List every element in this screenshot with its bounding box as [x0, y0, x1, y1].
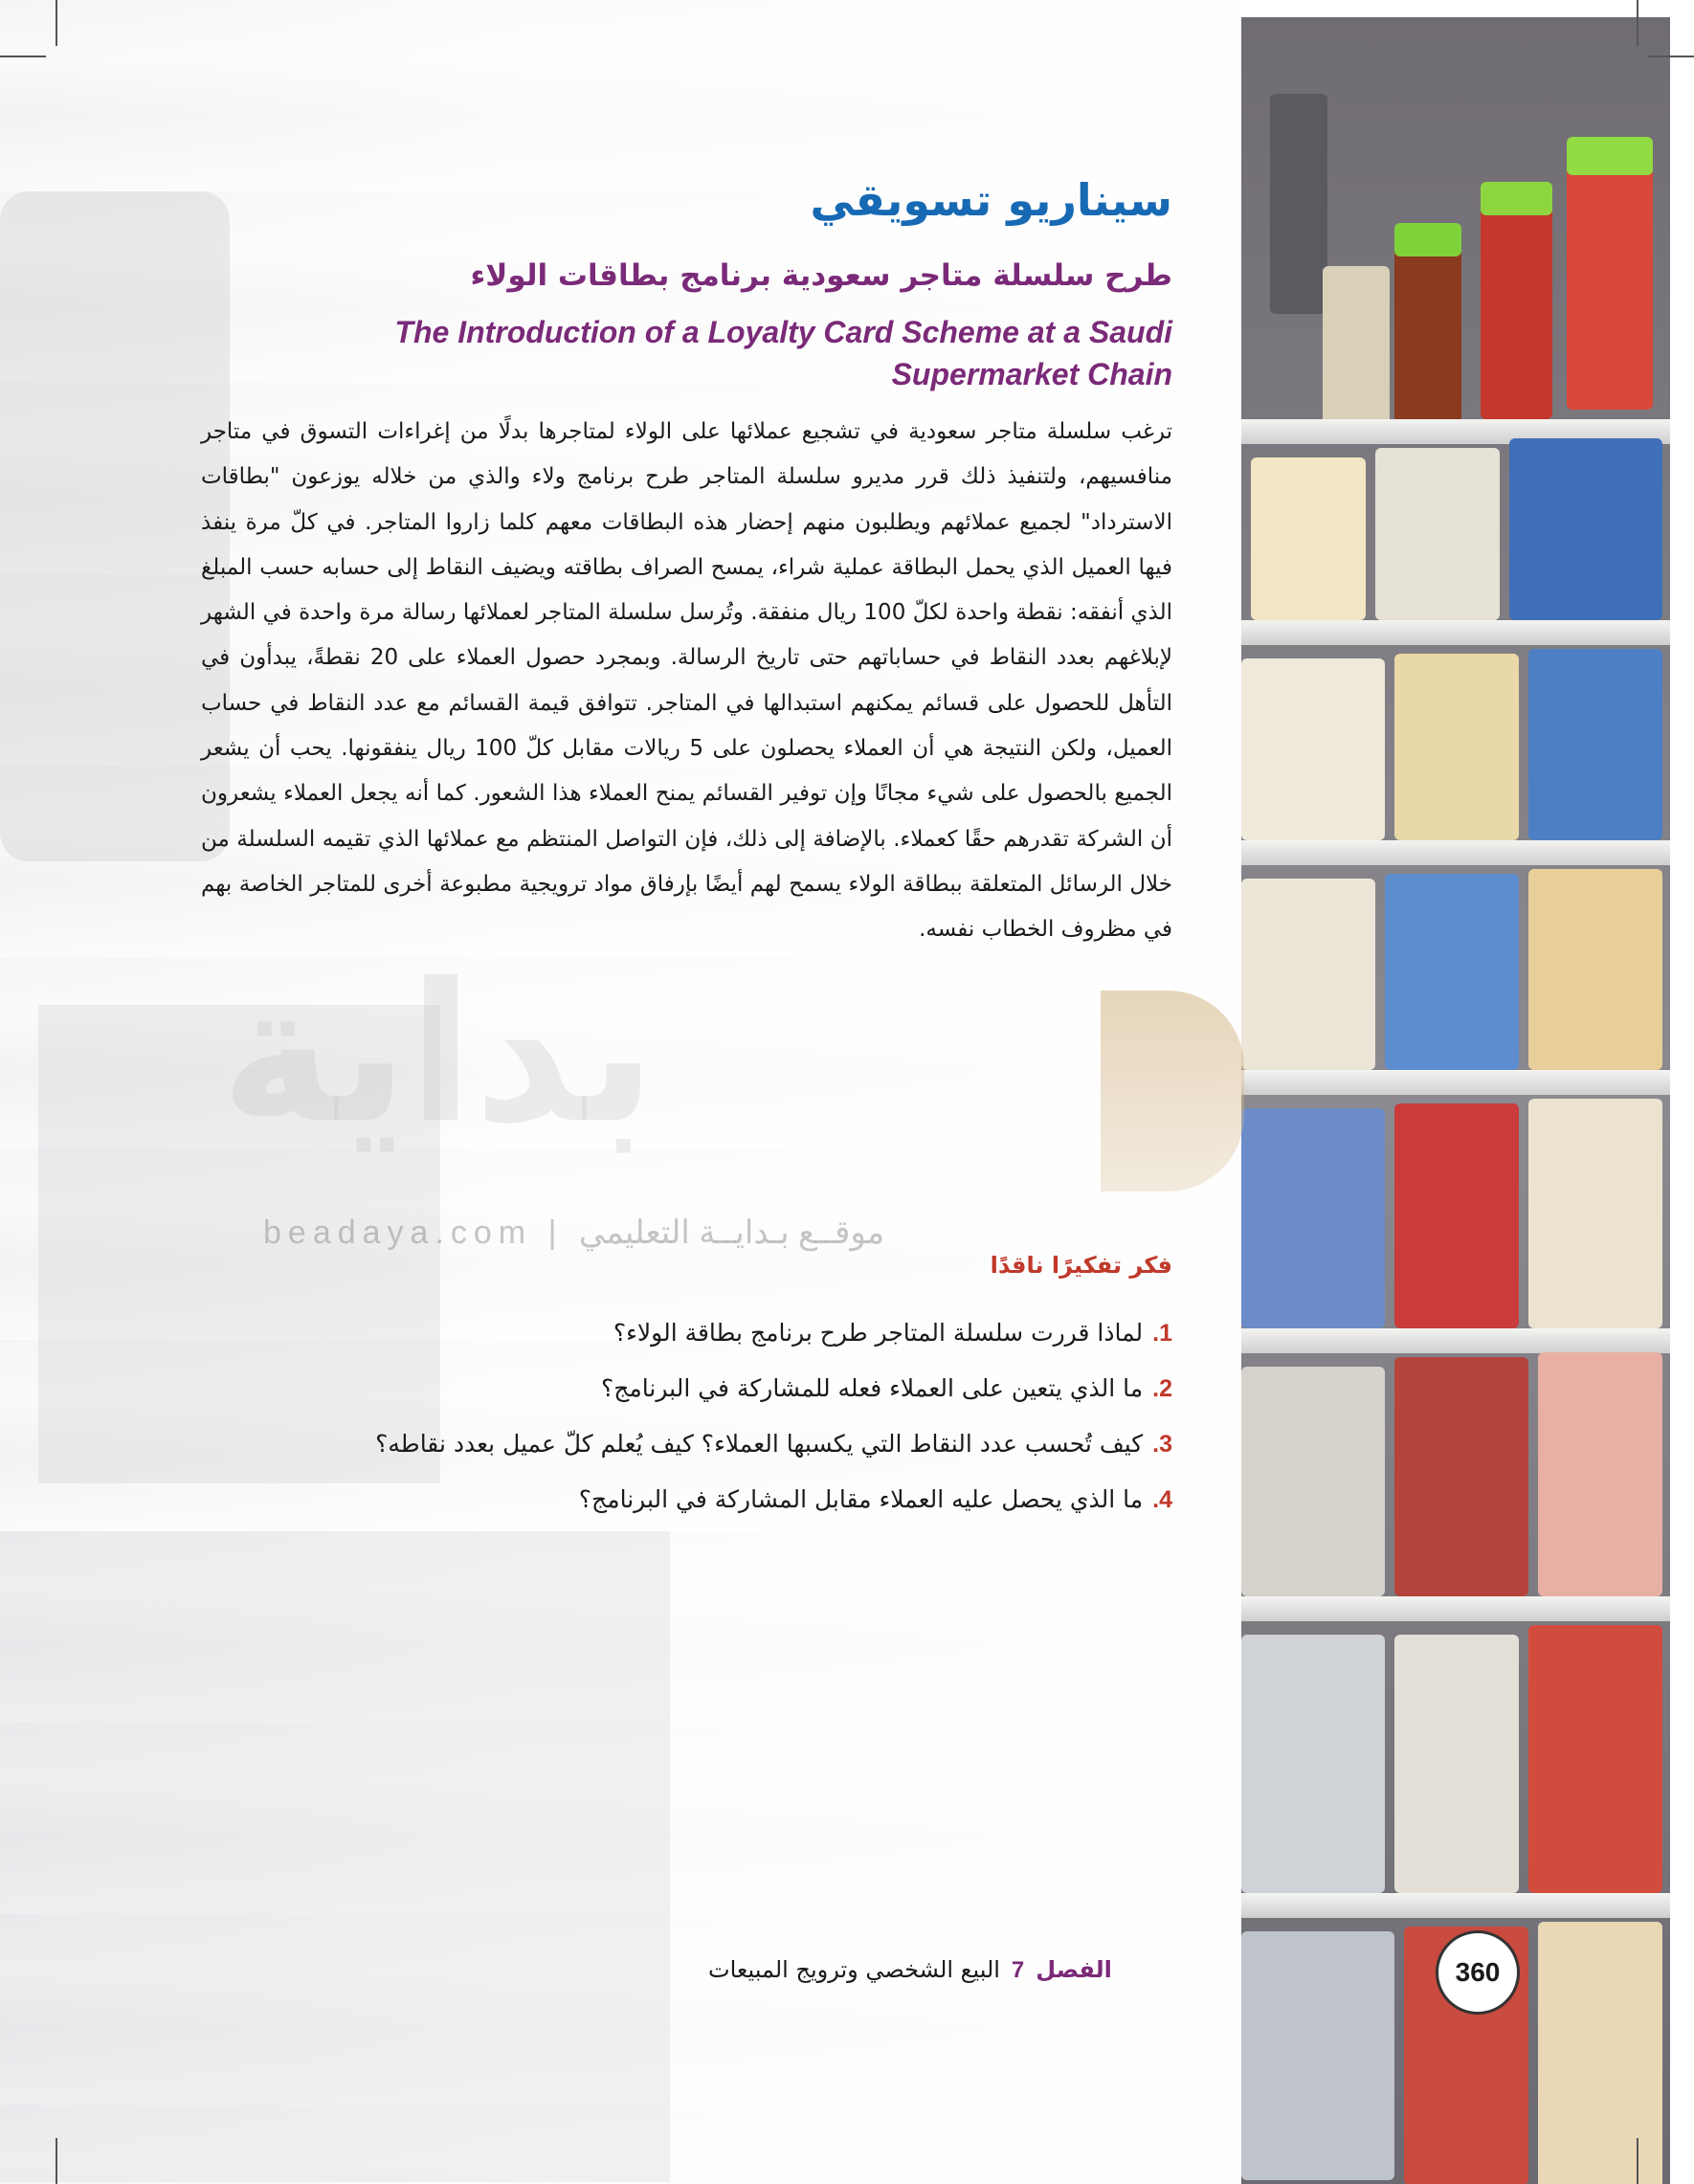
question-number: 2.: [1152, 1375, 1172, 1402]
supermarket-shelf-photo: [1241, 17, 1670, 2184]
questions-list: [201, 1319, 1172, 1541]
question-number: 1.: [1152, 1320, 1172, 1347]
page-number: 360: [1436, 1930, 1520, 2015]
critical-thinking-heading: فكر تفكيرًا ناقدًا: [990, 1252, 1172, 1279]
question-item: [201, 1319, 1172, 1374]
watermark-text: beadaya.com | موقــع بـدايــة التعليمي: [263, 1215, 885, 1251]
question-number: 4.: [1152, 1486, 1172, 1513]
question-text: ما الذي يتعين على العملاء فعله للمشاركة في البرنامج؟: [600, 1374, 1144, 1402]
crop-mark: [0, 56, 46, 57]
crop-mark: [56, 0, 57, 46]
subtitle-english: The Introduction of a Loyalty Card Scheme at a Saudi Supermarket Chain: [394, 315, 1172, 391]
question-item: [201, 1430, 1172, 1485]
watermark-logo-shape: [1101, 991, 1244, 1192]
crop-mark: [1637, 0, 1638, 46]
background-shape: [0, 191, 230, 861]
watermark-logo: بداية: [220, 943, 657, 1166]
question-item: [201, 1374, 1172, 1430]
page-title: سيناريو تسويقي: [810, 174, 1172, 226]
question-text: كيف تُحسب عدد النقاط التي يكسبها العملاء؟ كيف يُعلم كلّ عميل بعدد نقاطه؟: [375, 1430, 1144, 1458]
chapter-title: البيع الشخصي وترويج المبيعات: [708, 1956, 1000, 1983]
question-number: 3.: [1152, 1431, 1172, 1458]
page-footer: [708, 1956, 1112, 1984]
subtitle-arabic: طرح سلسلة متاجر سعودية برنامج بطاقات الولاء: [470, 258, 1172, 293]
crop-mark: [1648, 56, 1694, 57]
chapter-number: 7: [1011, 1957, 1025, 1983]
scenario-paragraph: ترغب سلسلة متاجر سعودية في تشجيع عملائها على الولاء لمتاجرها بدلًا من إغراءات التسوق في متاجر منافسيهم، ولتنفيذ ذلك قرر مديرو سلسلة المتاجر طرح برنامج ولاء والذي من خلاله يوزعون "بطاقات الاسترداد" لجميع عملائهم ويطلبون منهم إحضار هذه البطاقات معهم كلما زاروا المتاجر. في كلّ مرة ينفذ فيها العميل الذي يحمل البطاقة عملية شراء، يمسح الصراف بطاقته ويضيف النقاط إلى حسابه حسب المبلغ الذي أنفقه: نقطة واحدة لكلّ 100 ريال منفقة. وتُرسل سلسلة المتاجر لعملائها رسالة مرة واحدة في الشهر لإبلاغهم بعدد النقاط في حساباتهم حتى تاريخ الرسالة. وبمجرد حصول العملاء على 20 نقطةً، يبدأون في التأهل للحصول على قسائم يمكنهم استبدالها في المتاجر. تتوافق قيمة القسائم مع عدد النقاط في حساب العميل، ولكن النتيجة هي أن العملاء يحصلون على 5 ريالات مقابل كلّ 100 ريال ينفقونها. يحب أن يشعر الجميع بالحصول على شيء مجانًا وإن توفير القسائم يمنح العملاء هذا الشعور. كما أنه يجعل العملاء يشعرون أن الشركة تقدرهم حقًا كعملاء. بالإضافة إلى ذلك، فإن التواصل المنتظم مع عملائها الذي تقيمه السلسلة من خلال الرسائل المتعلقة ببطاقة الولاء يسمح لهم أيضًا بإرفاق مواد ترويجية مطبوعة أخرى للمتاجر الخاصة بهم في مظروف الخطاب نفسه.: [201, 419, 1173, 943]
question-item: [201, 1485, 1172, 1541]
chapter-label: الفصل: [1036, 1956, 1112, 1983]
crop-mark: [56, 2138, 57, 2184]
question-text: لماذا قررت سلسلة المتاجر طرح برنامج بطاقة الولاء؟: [613, 1319, 1144, 1347]
crop-mark: [1637, 2138, 1638, 2184]
question-text: ما الذي يحصل عليه العملاء مقابل المشاركة في البرنامج؟: [578, 1485, 1144, 1513]
background-shape: [0, 1531, 670, 2182]
